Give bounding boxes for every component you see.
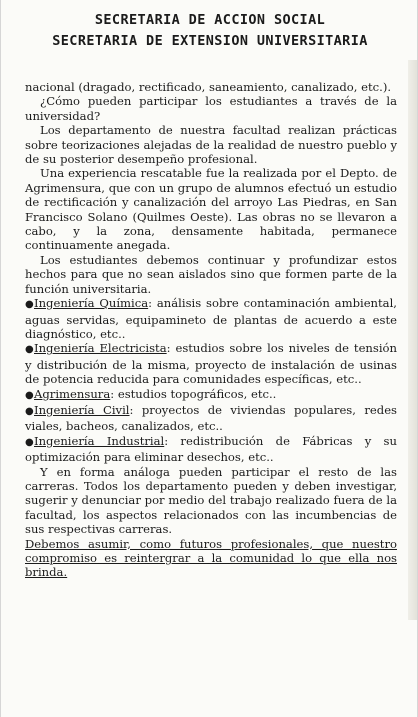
paragraph-1: nacional (dragado, rectificado, saneamiento, canalizado, etc.). [25, 80, 392, 94]
document-header [1, 10, 418, 52]
list-item-text: : redistribución de Fábricas y su optimización para eliminar desechos, etc.. [25, 433, 397, 465]
list-item-label: Ingeniería Industrial [34, 433, 165, 448]
document-body [25, 80, 397, 580]
list-item-label: Ingeniería Química [34, 296, 149, 311]
bullet-icon: ● [25, 405, 34, 417]
list-item [25, 387, 397, 403]
list-item-label: Ingeniería Electricista [34, 341, 167, 356]
scan-edge-shadow [408, 60, 417, 620]
list-item [25, 434, 397, 465]
bullet-icon: ● [25, 299, 34, 311]
list-item-label: Agrimensura [34, 386, 111, 401]
list-item [25, 296, 397, 341]
list-item-label: Ingeniería Civil [34, 402, 130, 417]
list-item-text: : proyectos de viviendas populares, redes viales, bacheos, canalizados, etc.. [25, 402, 398, 434]
paragraph-question: ¿Cómo pueden participar los estudiantes a través de la universidad? [25, 94, 397, 123]
paragraph-4: Una experiencia rescatable fue la realizada por el Depto. de Agrimensura, que con un grupo de alumnos efectuó un estudio de rectificación y canalización del arroyo Las Piedras, en San Francisco Solano (Quilmes Oeste). Las obras no se llevaron a cabo, y la zona, densamente habitada, permanece continuamente anegada. [25, 166, 397, 253]
bullet-icon: ● [25, 344, 34, 356]
list-item [25, 341, 397, 386]
paragraph-6: Y en forma análoga pueden participar el resto de las carreras. Todos los departamento pueden y deben investigar, sugerir y denunciar por medio del trabajo realizado fuera de la facultad, los aspectos relacionados con las incumbencias de sus respectivas carreras. [25, 464, 397, 537]
list-item-text: : análisis sobre contaminación ambiental, aguas servidas, equipamineto de plantas de acuerdo a este diagnóstico, etc.. [25, 296, 397, 341]
list-item-text: : estudios topográficos, etc.. [110, 386, 277, 401]
bullet-icon: ● [25, 436, 34, 448]
paragraph-3: Los departamento de nuestra facultad realizan prácticas sobre teorizaciones alejadas de la realidad de nuestro pueblo y de su posterior desempeño profesional. [25, 123, 397, 167]
paragraph-5: Los estudiantes debemos continuar y profundizar estos hechos para que no sean aislados sino que formen parte de la función universitaria. [25, 252, 397, 296]
list-item [25, 403, 397, 434]
closing-statement: Debemos asumir, como futuros profesionales, que nuestro compromiso es reintergrar a la comunidad lo que ella nos brinda. [25, 536, 397, 580]
header-line-2: SECRETARIA DE EXTENSION UNIVERSITARIA [52, 33, 368, 49]
bullet-icon: ● [25, 389, 34, 401]
header-line-1: SECRETARIA DE ACCION SOCIAL [94, 12, 326, 28]
list-item-text: : estudios sobre los niveles de tensión y distribución de la misma, proyecto de instalación de usinas de potencia reducida para comunidades específicas, etc.. [25, 341, 397, 387]
